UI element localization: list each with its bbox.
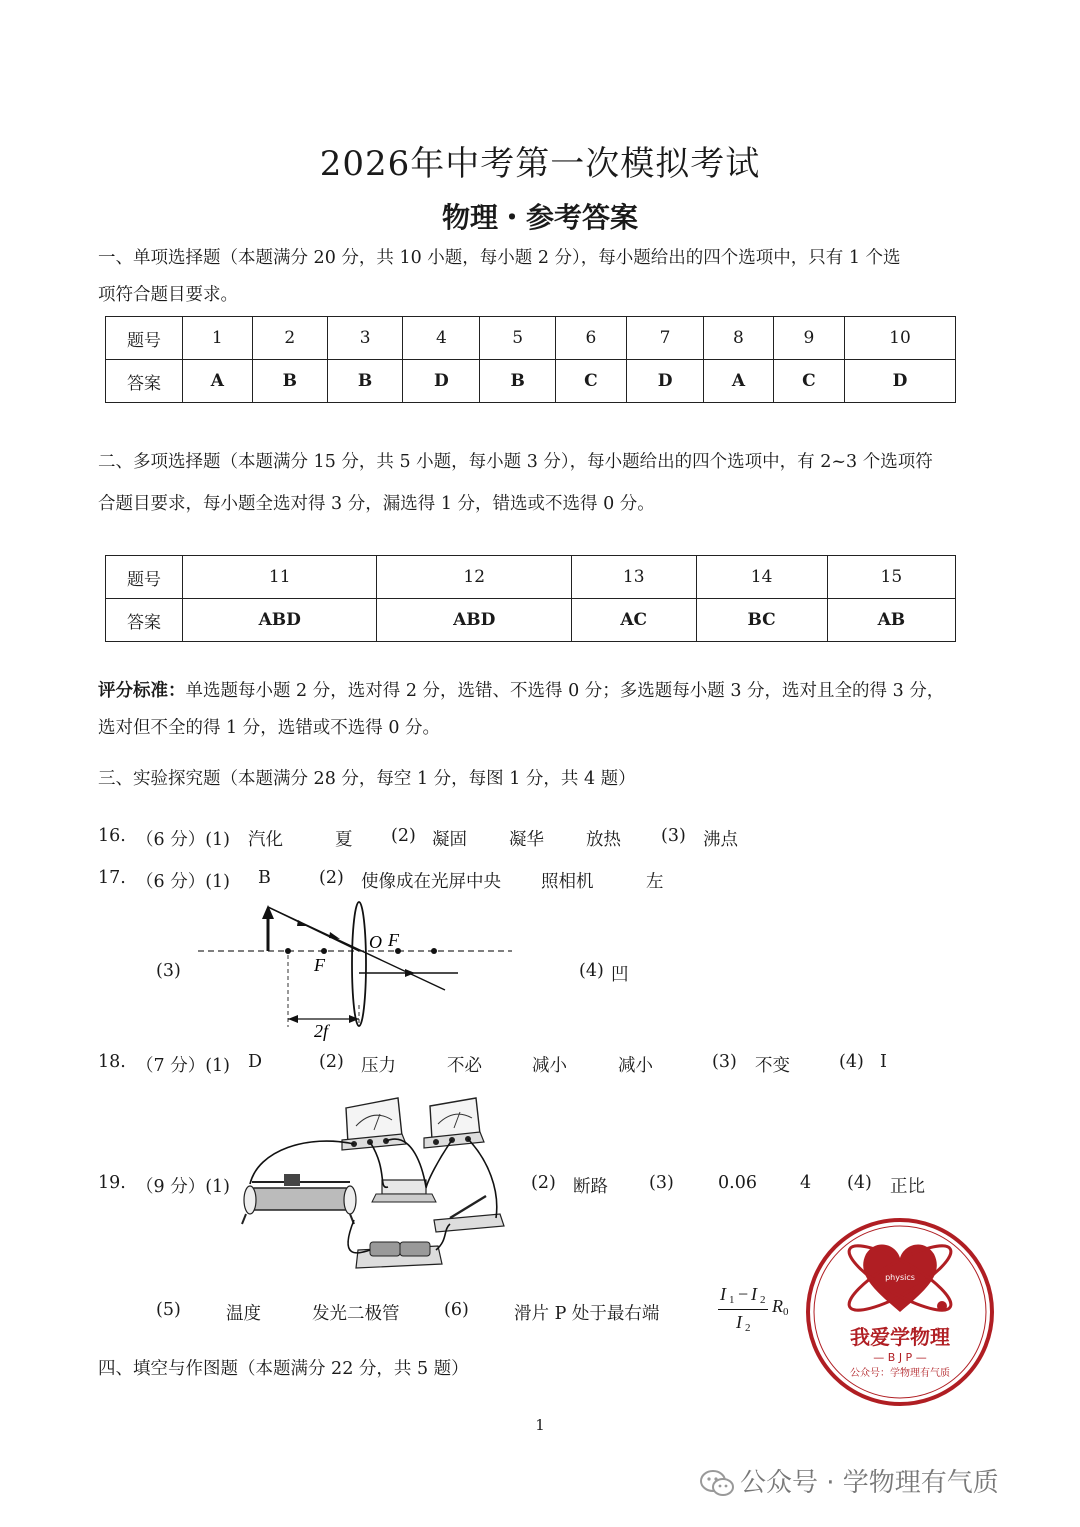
q17-part: (2) [319,868,344,888]
voltmeter [342,1098,406,1150]
q16-answer: 汽化 [248,830,283,850]
rheostat [242,1174,356,1224]
table-cell: BC [696,599,827,642]
exam-title: 2026年中考第一次模拟考试 [319,144,761,184]
resistor [372,1180,436,1202]
table-cell: 5 [480,317,555,360]
formula-symbol: I [736,1312,742,1332]
q19-part: (3) [649,1173,674,1193]
q19-part: (5) [156,1300,181,1320]
q18-answer: 减小 [532,1056,567,1076]
q17-answer: B [258,868,271,888]
q18-answer: I [880,1052,887,1072]
table-cell: 10 [844,317,955,360]
label-2f: 2f [314,1021,329,1041]
table-cell: 11 [183,556,377,599]
point-2f-left [285,948,291,954]
table-cell: A [183,360,253,403]
table-cell: AC [571,599,696,642]
table-row-label: 题号 [106,556,183,599]
switch [434,1196,504,1232]
table-cell: 4 [403,317,480,360]
formula-subscript: 2 [745,1322,751,1334]
table-cell: ABD [377,599,571,642]
section1-heading-line2: 项符合题目要求。 [98,285,238,305]
table-cell: C [773,360,844,403]
table-cell: B [327,360,402,403]
q19-part: (6) [444,1300,469,1320]
ammeter [424,1098,484,1148]
q16-part: (3) [661,826,686,846]
q16-answer: 凝固 [432,830,467,850]
q19-answer: 0.06 [718,1173,757,1193]
q18-answer: 不必 [447,1056,482,1076]
table-cell: 3 [327,317,402,360]
q17-part: (3) [156,961,181,981]
q17-number: 17. [98,868,126,888]
wechat-text: 公众号 · 学物理有气质 [740,1468,999,1498]
formula-subscript: 0 [783,1306,789,1318]
logo-stamp [804,1216,996,1408]
q19-answer: 断路 [573,1177,608,1197]
page-number: 1 [535,1416,545,1434]
table-cell: B [480,360,555,403]
table-cell: 15 [827,556,955,599]
table-cell: D [403,360,480,403]
table-cell: 13 [571,556,696,599]
formula-subscript: 1 [729,1294,735,1306]
q17-answer: 凹 [611,965,629,985]
table-cell: 2 [252,317,327,360]
label-f-left: F [314,955,325,975]
fraction-bar [718,1309,768,1310]
q18-part: (4) [839,1052,864,1072]
q18-answer: 压力 [361,1056,396,1076]
focal-point-left [321,948,327,954]
section2-heading-line2: 合题目要求，每小题全选对得 3 分，漏选得 1 分，错选或不选得 0 分。 [98,494,655,514]
table-cell: 7 [627,317,704,360]
q18-points: （7 分）(1) [136,1056,230,1076]
q16-answer: 凝华 [509,830,544,850]
point-2f-right [431,948,437,954]
label-o: O [369,932,382,952]
q16-answer: 放热 [586,830,621,850]
table-row-label: 题号 [106,317,183,360]
label-f-right: F [388,930,399,950]
formula-symbol: R [772,1296,783,1316]
q18-part: (3) [712,1052,737,1072]
scoring-line1 [98,677,944,702]
q18-answer: 不变 [755,1056,790,1076]
stamp-heart-label: physics [885,1273,915,1282]
table-cell: 8 [704,317,774,360]
table-cell: 6 [555,317,626,360]
table-cell: 12 [377,556,571,599]
q19-answer: 滑片 P 处于最右端 [514,1304,660,1324]
dimension-arrowhead [288,1015,298,1023]
q17-answer: 左 [646,872,664,892]
lens-ray-diagram [190,895,520,1045]
table-row-label: 答案 [106,360,183,403]
q16-points: （6 分）(1) [136,830,230,850]
q19-answer: 4 [800,1173,812,1193]
table-cell: C [555,360,626,403]
table-cell: B [252,360,327,403]
stamp-main-text: 我爱学物理 [850,1325,950,1349]
table-row-label: 答案 [106,599,183,642]
formula-symbol: I [751,1284,757,1304]
q18-answer: 减小 [618,1056,653,1076]
stamp-bjp-text: — B J P — [873,1351,927,1364]
multi-choice-answer-table [105,555,956,642]
table-cell: D [844,360,955,403]
q16-number: 16. [98,826,126,846]
single-choice-answer-table [105,316,956,403]
q18-part: (2) [319,1052,344,1072]
scoring-label: 评分标准： [98,681,186,701]
q17-part: (4) [579,961,604,981]
section4-heading: 四、填空与作图题（本题满分 22 分，共 5 题） [98,1359,469,1379]
table-cell: AB [827,599,955,642]
table-cell: 1 [183,317,253,360]
q19-points: （9 分）(1) [136,1177,230,1197]
formula-subscript: 2 [760,1294,766,1306]
q19-number: 19. [98,1173,126,1193]
table-cell: D [627,360,704,403]
scoring-text: 单选题每小题 2 分，选对得 2 分，选错、不选得 0 分；多选题每小题 3 分，选对且全的得 3 分， [185,681,945,701]
formula-symbol: I [720,1284,726,1304]
table-cell: ABD [183,599,377,642]
q19-part: (4) [847,1173,872,1193]
q17-points: （6 分）(1) [136,872,230,892]
table-cell: 9 [773,317,844,360]
circuit-diagram [238,1090,518,1280]
scoring-line2: 选对但不全的得 1 分，选错或不选得 0 分。 [98,718,441,738]
section3-heading: 三、实验探究题（本题满分 28 分，每空 1 分，每图 1 分，共 4 题） [98,769,636,789]
q19-answer: 温度 [226,1304,261,1324]
q19-answer: 正比 [890,1177,925,1197]
q17-answer: 照相机 [541,872,594,892]
section1-heading-line1: 一、单项选择题（本题满分 20 分，共 10 小题，每小题 2 分），每小题给出的四个选项中，只有 1 个选 [98,248,901,268]
stamp-small-text: 公众号：学物理有气质 [850,1368,950,1379]
table-cell: A [704,360,774,403]
q16-part: (2) [391,826,416,846]
ray-arrowhead [297,920,308,926]
wechat-icon [700,1470,734,1498]
section2-heading-line1: 二、多项选择题（本题满分 15 分，共 5 小题，每小题 3 分），每小题给出的四个选项中，有 2~3 个选项符 [98,452,933,472]
q18-answer: D [248,1052,263,1072]
exam-subtitle: 物理・参考答案 [441,201,638,234]
q16-answer: 沸点 [703,830,738,850]
q17-answer: 使像成在光屏中央 [361,872,501,892]
q19-part: (2) [531,1173,556,1193]
battery [356,1242,442,1268]
q19-answer: 发光二极管 [312,1304,400,1324]
table-cell: 14 [696,556,827,599]
dimension-arrowhead [349,1015,359,1023]
formula-symbol: − [738,1284,749,1304]
wechat-watermark [700,1462,999,1499]
q18-number: 18. [98,1052,126,1072]
ray-to-center [268,907,359,951]
q16-answer: 夏 [335,830,353,850]
